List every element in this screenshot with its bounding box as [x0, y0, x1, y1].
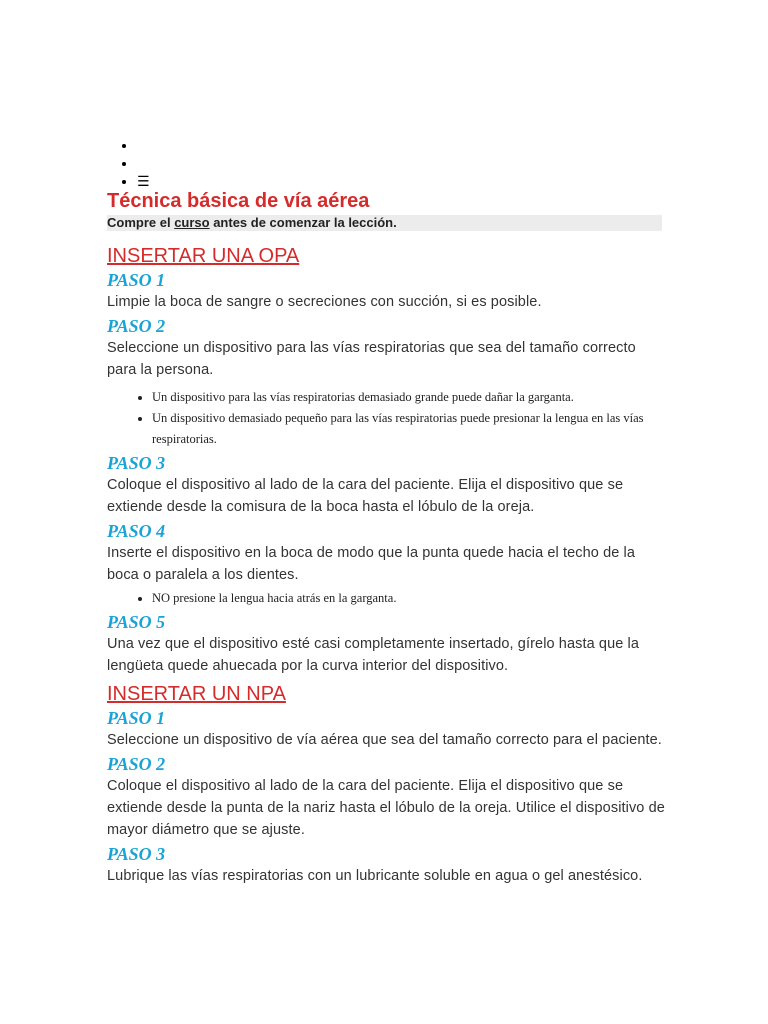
opa-step-5-text: Una vez que el dispositivo esté casi completamente insertado, gírelo hasta que la lengüeta quede ahuecada por la curva interior del dispositivo. — [107, 636, 640, 674]
notice-text-before: Compre el — [107, 215, 175, 230]
opa-step-2-bullets — [107, 387, 667, 450]
purchase-notice — [107, 215, 662, 231]
nav-item-2[interactable] — [137, 154, 150, 172]
opa-step-1-label: PASO 1 — [107, 270, 166, 290]
page-title: Técnica básica de vía aérea — [107, 190, 370, 212]
npa-step-1-label: PASO 1 — [107, 708, 166, 728]
list-item: • Un dispositivo para las vías respiratorias demasiado grande puede dañar la garganta. — [152, 387, 667, 408]
npa-step-3-text: Lubrique las vías respiratorias con un lubricante soluble en agua o gel anestésico. — [107, 868, 643, 884]
section-heading-npa: INSERTAR UN NPA — [107, 683, 286, 705]
opa-step-5-label: PASO 5 — [107, 612, 166, 632]
nav-item-1[interactable] — [137, 136, 150, 154]
list-item: • Un dispositivo demasiado pequeño para las vías respiratorias puede presionar la lengua en las vías respiratorias. — [152, 408, 667, 450]
opa-step-1-text: Limpie la boca de sangre o secreciones con succión, si es posible. — [107, 294, 542, 310]
menu-icon[interactable]: • ☰ — [137, 172, 150, 190]
opa-step-3-text: Coloque el dispositivo al lado de la cara del paciente. Elija el dispositivo que se extiende desde la comisura de la boca hasta el lóbulo de la oreja. — [107, 477, 624, 515]
npa-step-3-label: PASO 3 — [107, 844, 166, 864]
npa-step-2-text: Coloque el dispositivo al lado de la cara del paciente. Elija el dispositivo que se extiende desde la punta de la nariz hasta el lóbulo de la oreja. Utilice el dispositivo de mayor diámetro que se ajuste. — [107, 778, 665, 838]
npa-step-2-label: PASO 2 — [107, 754, 166, 774]
npa-step-1-text: Seleccione un dispositivo de vía aérea que sea del tamaño correcto para el paciente. — [107, 732, 662, 748]
opa-step-3-label: PASO 3 — [107, 453, 166, 473]
nav-bullet-list — [107, 136, 150, 190]
opa-step-2-label: PASO 2 — [107, 316, 166, 336]
opa-step-4-bullets — [107, 588, 667, 609]
opa-step-2-text: Seleccione un dispositivo para las vías respiratorias que sea del tamaño correcto para la persona. — [107, 340, 636, 378]
opa-step-4-label: PASO 4 — [107, 521, 166, 541]
notice-text-after: antes de comenzar la lección. — [209, 215, 397, 230]
opa-step-4-text: Inserte el dispositivo en la boca de modo que la punta quede hacia el techo de la boca o paralela a los dientes. — [107, 545, 636, 583]
lesson-content — [107, 189, 667, 887]
list-item: • NO presione la lengua hacia atrás en la garganta. — [152, 588, 667, 609]
section-heading-opa: INSERTAR UNA OPA — [107, 245, 300, 267]
course-link[interactable]: curso — [174, 215, 210, 230]
